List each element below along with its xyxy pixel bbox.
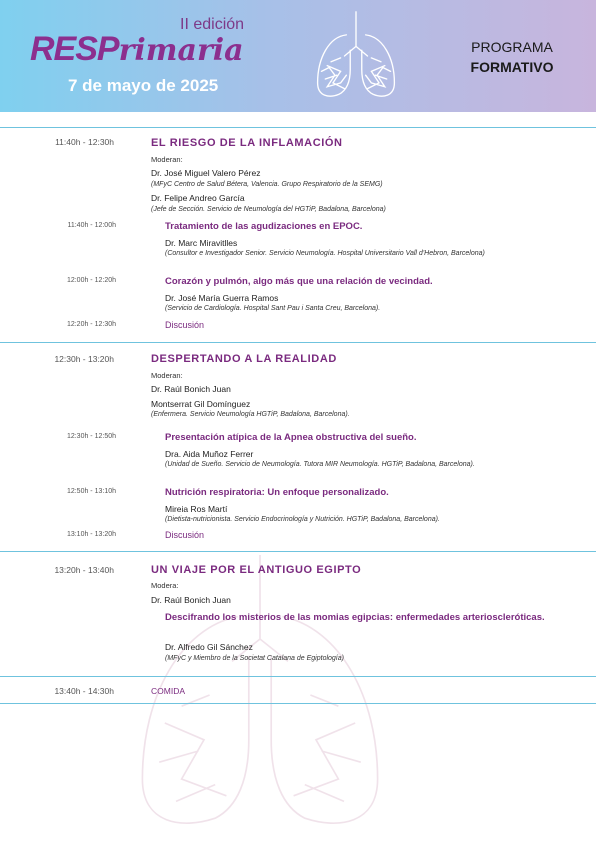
speaker-affiliation: (Unidad de Sueño. Servicio de Neumología. Tutora MIR Neumología. HGTiP, Badalona, Barcelona). bbox=[165, 461, 475, 468]
moderator-name: Dr. José Miguel Valero Pérez bbox=[151, 168, 261, 178]
talk-title: Descifrando los misterios de las momias egipcias: enfermedades arterioscleróticas. bbox=[165, 612, 545, 623]
talk-title: Tratamiento de las agudizaciones en EPOC. bbox=[165, 221, 363, 232]
program-label-line2: FORMATIVO bbox=[470, 59, 554, 75]
moderator-affiliation: (Jefe de Sección. Servicio de Neumología del HGTiP, Badalona, Barcelona) bbox=[151, 206, 386, 213]
discussion-label: Discusión bbox=[165, 530, 205, 540]
logo-prefix: RESP bbox=[30, 30, 119, 68]
talk-time: 11:40h - 12:00h bbox=[67, 222, 116, 229]
moderators-label: Modera: bbox=[151, 581, 179, 590]
moderator-name: Montserrat Gil Domínguez bbox=[151, 399, 251, 409]
speaker-name: Dr. Marc Miravitlles bbox=[165, 238, 238, 248]
logo-suffix: rimaria bbox=[118, 33, 244, 68]
talk-title: Presentación atípica de la Apnea obstructiva del sueño. bbox=[165, 432, 417, 443]
moderator-name: Dr. Raúl Bonich Juan bbox=[151, 384, 231, 394]
section-divider bbox=[0, 551, 596, 552]
discussion-label: Discusión bbox=[165, 320, 205, 330]
speaker-affiliation: (Consultor e Investigador Senior. Servicio Neumología. Hospital Universitario Vall d'Hebron, Barcelona) bbox=[165, 250, 485, 257]
program-label-line1: PROGRAMA bbox=[471, 39, 553, 55]
talk-title: Corazón y pulmón, algo más que una relación de vecindad. bbox=[165, 276, 433, 287]
section-divider bbox=[0, 127, 596, 128]
speaker-name: Dra. Aida Muñoz Ferrer bbox=[165, 449, 254, 459]
discussion-time: 12:20h - 12:30h bbox=[66, 321, 116, 328]
section-divider bbox=[0, 676, 596, 677]
session-title: DESPERTANDO A LA REALIDAD bbox=[151, 353, 337, 365]
session-time: 13:40h - 14:30h bbox=[54, 686, 114, 696]
speaker-affiliation: (MFyC y Miembro de la Societat Catalana de Egiptología) bbox=[165, 655, 344, 662]
talk-time: 12:50h - 13:10h bbox=[66, 488, 116, 495]
speaker-name: Mireia Ros Martí bbox=[165, 504, 228, 514]
moderators-label: Moderan: bbox=[151, 371, 183, 380]
talk-title: Nutrición respiratoria: Un enfoque personalizado. bbox=[165, 487, 389, 498]
session-time: 13:20h - 13:40h bbox=[54, 565, 114, 575]
event-logo bbox=[30, 30, 244, 69]
moderator-name: Dr. Raúl Bonich Juan bbox=[151, 595, 231, 605]
discussion-time: 13:10h - 13:20h bbox=[66, 531, 116, 538]
speaker-name: Dr. Alfredo Gil Sánchez bbox=[165, 642, 253, 652]
section-divider bbox=[0, 703, 596, 704]
speaker-affiliation: (Servicio de Cardiología. Hospital Sant Pau i Santa Creu, Barcelona). bbox=[165, 305, 381, 312]
moderators-label: Moderan: bbox=[151, 155, 183, 164]
header-banner bbox=[0, 0, 596, 112]
speaker-affiliation: (Dietista-nutricionista. Servicio Endocrinología y Nutrición. HGTiP, Badalona, Barcelona). bbox=[165, 516, 440, 523]
session-title: COMIDA bbox=[151, 686, 185, 696]
speaker-name: Dr. José María Guerra Ramos bbox=[165, 293, 279, 303]
talk-time: 12:30h - 12:50h bbox=[66, 433, 116, 440]
section-divider bbox=[0, 342, 596, 343]
moderator-affiliation: (MFyC Centro de Salud Bétera, Valencia. Grupo Respiratorio de la SEMG) bbox=[151, 181, 383, 188]
edition-label: II edición bbox=[180, 16, 245, 33]
session-title: UN VIAJE POR EL ANTIGUO EGIPTO bbox=[151, 564, 362, 576]
session-title: EL RIESGO DE LA INFLAMACIÓN bbox=[151, 137, 343, 149]
moderator-name: Dr. Felipe Andreo García bbox=[151, 193, 245, 203]
session-time: 12:30h - 13:20h bbox=[54, 354, 114, 364]
talk-time: 12:00h - 12:20h bbox=[66, 277, 116, 284]
moderator-affiliation: (Enfermera. Servicio Neumología HGTiP, Badalona, Barcelona). bbox=[151, 411, 350, 418]
session-time: 11:40h - 12:30h bbox=[55, 137, 114, 147]
lungs-icon bbox=[308, 8, 404, 104]
event-date: 7 de mayo de 2025 bbox=[68, 76, 219, 95]
